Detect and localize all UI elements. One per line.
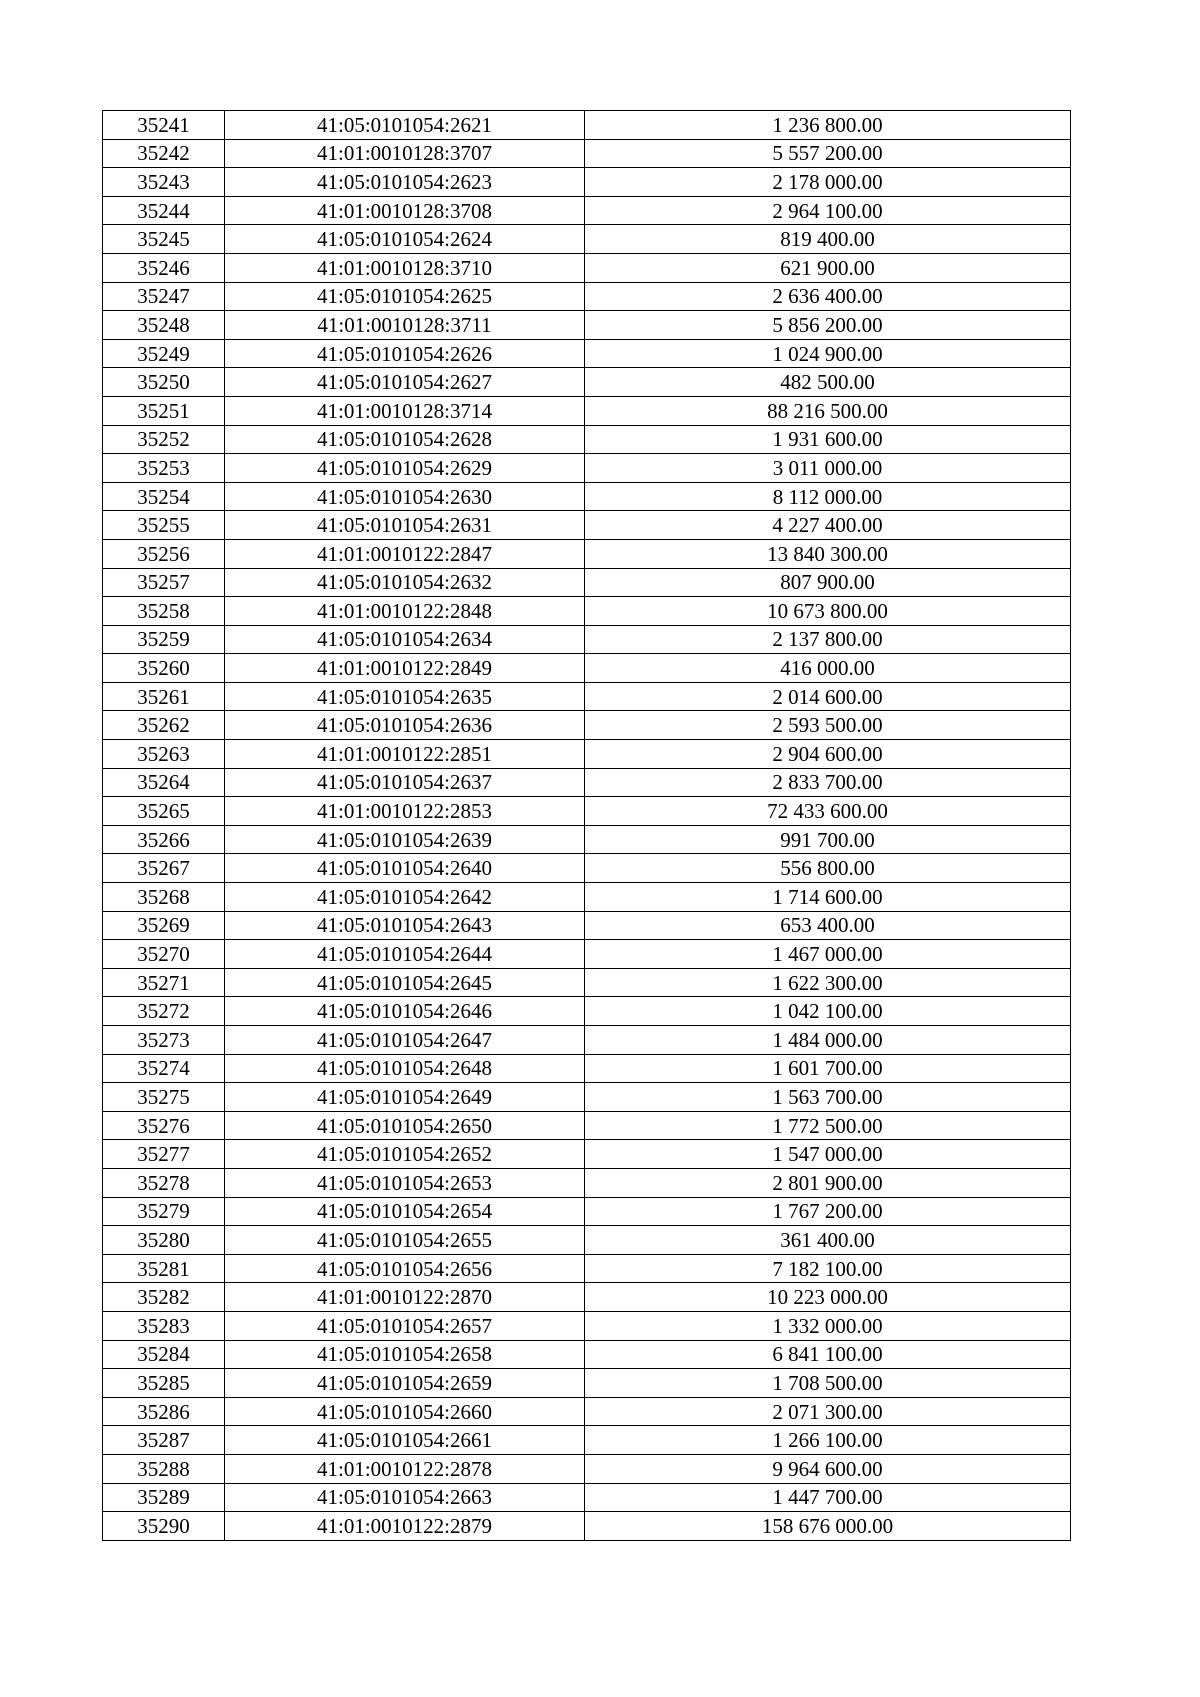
cadastral-number-cell: 41:05:0101054:2637 [225,768,585,797]
cadastral-number-cell: 41:05:0101054:2624 [225,225,585,254]
row-number-cell: 35246 [103,253,225,282]
cadastral-value-cell: 10 223 000.00 [585,1283,1071,1312]
row-number-cell: 35267 [103,854,225,883]
cadastral-number-cell: 41:01:0010128:3707 [225,139,585,168]
cadastral-number-cell: 41:05:0101054:2661 [225,1426,585,1455]
table-row [103,1426,1071,1455]
row-number-cell: 35269 [103,911,225,940]
table-row [103,1054,1071,1083]
cadastral-number-cell: 41:01:0010122:2878 [225,1454,585,1483]
row-number-cell: 35262 [103,711,225,740]
cadastral-value-cell: 4 227 400.00 [585,511,1071,540]
cadastral-value-cell: 3 011 000.00 [585,454,1071,483]
row-number-cell: 35270 [103,940,225,969]
cadastral-number-cell: 41:05:0101054:2654 [225,1197,585,1226]
table-row [103,1483,1071,1512]
cadastral-number-cell: 41:05:0101054:2631 [225,511,585,540]
table-row [103,997,1071,1026]
table-row [103,396,1071,425]
cadastral-number-cell: 41:01:0010128:3714 [225,396,585,425]
table-row [103,654,1071,683]
cadastral-number-cell: 41:05:0101054:2634 [225,625,585,654]
cadastral-number-cell: 41:05:0101054:2644 [225,940,585,969]
table-row [103,968,1071,997]
row-number-cell: 35253 [103,454,225,483]
cadastral-value-cell: 1 547 000.00 [585,1140,1071,1169]
cadastral-number-cell: 41:05:0101054:2648 [225,1054,585,1083]
table-row [103,1083,1071,1112]
table-row [103,168,1071,197]
cadastral-value-cell: 2 964 100.00 [585,196,1071,225]
cadastral-value-cell: 1 601 700.00 [585,1054,1071,1083]
row-number-cell: 35289 [103,1483,225,1512]
table-row [103,1168,1071,1197]
cadastral-value-cell: 2 178 000.00 [585,168,1071,197]
table-body [103,111,1071,1541]
cadastral-value-cell: 1 467 000.00 [585,940,1071,969]
table-row [103,825,1071,854]
row-number-cell: 35258 [103,597,225,626]
row-number-cell: 35285 [103,1369,225,1398]
row-number-cell: 35273 [103,1026,225,1055]
table-row [103,597,1071,626]
table-row [103,1254,1071,1283]
document-page [102,110,1071,1541]
cadastral-value-cell: 8 112 000.00 [585,482,1071,511]
cadastral-value-cell: 1 447 700.00 [585,1483,1071,1512]
row-number-cell: 35287 [103,1426,225,1455]
cadastral-value-cell: 1 484 000.00 [585,1026,1071,1055]
cadastral-value-cell: 2 833 700.00 [585,768,1071,797]
table-row [103,911,1071,940]
cadastral-value-cell: 361 400.00 [585,1226,1071,1255]
cadastral-number-cell: 41:05:0101054:2646 [225,997,585,1026]
table-row [103,196,1071,225]
cadastral-value-cell: 653 400.00 [585,911,1071,940]
row-number-cell: 35272 [103,997,225,1026]
row-number-cell: 35284 [103,1340,225,1369]
table-row [103,682,1071,711]
cadastral-value-cell: 2 137 800.00 [585,625,1071,654]
row-number-cell: 35271 [103,968,225,997]
row-number-cell: 35280 [103,1226,225,1255]
table-row [103,1283,1071,1312]
row-number-cell: 35259 [103,625,225,654]
cadastral-value-cell: 5 557 200.00 [585,139,1071,168]
cadastral-value-cell: 9 964 600.00 [585,1454,1071,1483]
cadastral-value-cell: 2 636 400.00 [585,282,1071,311]
table-row [103,1026,1071,1055]
cadastral-value-cell: 416 000.00 [585,654,1071,683]
cadastral-value-cell: 1 767 200.00 [585,1197,1071,1226]
table-row [103,482,1071,511]
table-row [103,1512,1071,1541]
row-number-cell: 35254 [103,482,225,511]
cadastral-number-cell: 41:01:0010128:3711 [225,311,585,340]
cadastral-number-cell: 41:05:0101054:2630 [225,482,585,511]
cadastral-value-cell: 1 332 000.00 [585,1311,1071,1340]
row-number-cell: 35252 [103,425,225,454]
table-row [103,511,1071,540]
row-number-cell: 35260 [103,654,225,683]
table-row [103,454,1071,483]
row-number-cell: 35241 [103,111,225,140]
cadastral-number-cell: 41:05:0101054:2659 [225,1369,585,1398]
cadastral-number-cell: 41:05:0101054:2663 [225,1483,585,1512]
row-number-cell: 35266 [103,825,225,854]
table-row [103,1140,1071,1169]
table-row [103,539,1071,568]
cadastral-value-cell: 482 500.00 [585,368,1071,397]
cadastral-number-cell: 41:05:0101054:2636 [225,711,585,740]
table-row [103,225,1071,254]
row-number-cell: 35264 [103,768,225,797]
table-row [103,1311,1071,1340]
cadastral-value-cell: 5 856 200.00 [585,311,1071,340]
table-row [103,940,1071,969]
table-row [103,425,1071,454]
cadastral-value-cell: 6 841 100.00 [585,1340,1071,1369]
table-row [103,139,1071,168]
cadastral-number-cell: 41:05:0101054:2639 [225,825,585,854]
cadastral-number-cell: 41:05:0101054:2658 [225,1340,585,1369]
row-number-cell: 35245 [103,225,225,254]
cadastral-number-cell: 41:05:0101054:2625 [225,282,585,311]
table-row [103,1397,1071,1426]
cadastral-number-cell: 41:01:0010128:3710 [225,253,585,282]
row-number-cell: 35242 [103,139,225,168]
row-number-cell: 35275 [103,1083,225,1112]
cadastral-number-cell: 41:05:0101054:2640 [225,854,585,883]
row-number-cell: 35255 [103,511,225,540]
table-row [103,311,1071,340]
cadastral-number-cell: 41:01:0010122:2851 [225,740,585,769]
cadastral-number-cell: 41:05:0101054:2642 [225,883,585,912]
cadastral-value-cell: 991 700.00 [585,825,1071,854]
table-row [103,625,1071,654]
table-row [103,1226,1071,1255]
cadastral-value-cell: 2 071 300.00 [585,1397,1071,1426]
cadastral-value-cell: 1 024 900.00 [585,339,1071,368]
cadastral-value-cell: 1 042 100.00 [585,997,1071,1026]
row-number-cell: 35286 [103,1397,225,1426]
row-number-cell: 35283 [103,1311,225,1340]
table-row [103,568,1071,597]
cadastral-number-cell: 41:05:0101054:2626 [225,339,585,368]
row-number-cell: 35265 [103,797,225,826]
table-row [103,339,1071,368]
cadastral-number-cell: 41:01:0010122:2870 [225,1283,585,1312]
cadastral-number-cell: 41:05:0101054:2645 [225,968,585,997]
row-number-cell: 35250 [103,368,225,397]
row-number-cell: 35281 [103,1254,225,1283]
cadastral-value-cell: 158 676 000.00 [585,1512,1071,1541]
row-number-cell: 35247 [103,282,225,311]
cadastral-number-cell: 41:05:0101054:2632 [225,568,585,597]
cadastral-number-cell: 41:05:0101054:2628 [225,425,585,454]
cadastral-number-cell: 41:01:0010122:2849 [225,654,585,683]
cadastral-number-cell: 41:05:0101054:2623 [225,168,585,197]
cadastral-value-cell: 819 400.00 [585,225,1071,254]
table-row [103,111,1071,140]
row-number-cell: 35279 [103,1197,225,1226]
table-row [103,1454,1071,1483]
row-number-cell: 35276 [103,1111,225,1140]
cadastral-value-cell: 7 182 100.00 [585,1254,1071,1283]
table-row [103,1111,1071,1140]
row-number-cell: 35244 [103,196,225,225]
table-row [103,282,1071,311]
row-number-cell: 35249 [103,339,225,368]
table-row [103,253,1071,282]
cadastral-value-cell: 621 900.00 [585,253,1071,282]
row-number-cell: 35256 [103,539,225,568]
cadastral-value-cell: 1 622 300.00 [585,968,1071,997]
cadastral-number-cell: 41:05:0101054:2660 [225,1397,585,1426]
table-row [103,1340,1071,1369]
cadastral-number-cell: 41:05:0101054:2655 [225,1226,585,1255]
row-number-cell: 35290 [103,1512,225,1541]
row-number-cell: 35251 [103,396,225,425]
cadastral-number-cell: 41:01:0010128:3708 [225,196,585,225]
cadastral-number-cell: 41:05:0101054:2649 [225,1083,585,1112]
cadastral-value-cell: 88 216 500.00 [585,396,1071,425]
cadastral-number-cell: 41:01:0010122:2853 [225,797,585,826]
row-number-cell: 35277 [103,1140,225,1169]
table-row [103,711,1071,740]
table-row [103,797,1071,826]
cadastral-value-cell: 2 801 900.00 [585,1168,1071,1197]
cadastral-value-cell: 1 563 700.00 [585,1083,1071,1112]
cadastral-value-cell: 556 800.00 [585,854,1071,883]
row-number-cell: 35257 [103,568,225,597]
table-row [103,1197,1071,1226]
cadastral-number-cell: 41:05:0101054:2635 [225,682,585,711]
row-number-cell: 35248 [103,311,225,340]
cadastral-number-cell: 41:05:0101054:2647 [225,1026,585,1055]
cadastral-value-cell: 72 433 600.00 [585,797,1071,826]
table-row [103,768,1071,797]
cadastral-number-cell: 41:01:0010122:2879 [225,1512,585,1541]
cadastral-value-cell: 1 714 600.00 [585,883,1071,912]
cadastral-value-cell: 1 931 600.00 [585,425,1071,454]
cadastral-value-cell: 1 708 500.00 [585,1369,1071,1398]
cadastral-number-cell: 41:01:0010122:2847 [225,539,585,568]
cadastral-value-cell: 807 900.00 [585,568,1071,597]
cadastral-number-cell: 41:05:0101054:2653 [225,1168,585,1197]
row-number-cell: 35268 [103,883,225,912]
cadastral-number-cell: 41:01:0010122:2848 [225,597,585,626]
row-number-cell: 35274 [103,1054,225,1083]
row-number-cell: 35282 [103,1283,225,1312]
table-row [103,368,1071,397]
cadastral-value-cell: 13 840 300.00 [585,539,1071,568]
cadastral-number-cell: 41:05:0101054:2643 [225,911,585,940]
cadastral-value-cell: 2 904 600.00 [585,740,1071,769]
row-number-cell: 35261 [103,682,225,711]
cadastral-value-cell: 2 014 600.00 [585,682,1071,711]
table-row [103,1369,1071,1398]
table-row [103,883,1071,912]
row-number-cell: 35278 [103,1168,225,1197]
cadastral-value-cell: 1 266 100.00 [585,1426,1071,1455]
cadastral-value-cell: 1 772 500.00 [585,1111,1071,1140]
cadastral-number-cell: 41:05:0101054:2627 [225,368,585,397]
cadastral-number-cell: 41:05:0101054:2629 [225,454,585,483]
table-row [103,854,1071,883]
cadastral-value-cell: 10 673 800.00 [585,597,1071,626]
cadastral-value-cell: 1 236 800.00 [585,111,1071,140]
row-number-cell: 35243 [103,168,225,197]
table-row [103,740,1071,769]
cadastral-number-cell: 41:05:0101054:2657 [225,1311,585,1340]
cadastral-number-cell: 41:05:0101054:2650 [225,1111,585,1140]
row-number-cell: 35263 [103,740,225,769]
cadastral-value-cell: 2 593 500.00 [585,711,1071,740]
cadastral-number-cell: 41:05:0101054:2656 [225,1254,585,1283]
cadastral-number-cell: 41:05:0101054:2621 [225,111,585,140]
cadastral-value-table [102,110,1071,1541]
cadastral-number-cell: 41:05:0101054:2652 [225,1140,585,1169]
row-number-cell: 35288 [103,1454,225,1483]
